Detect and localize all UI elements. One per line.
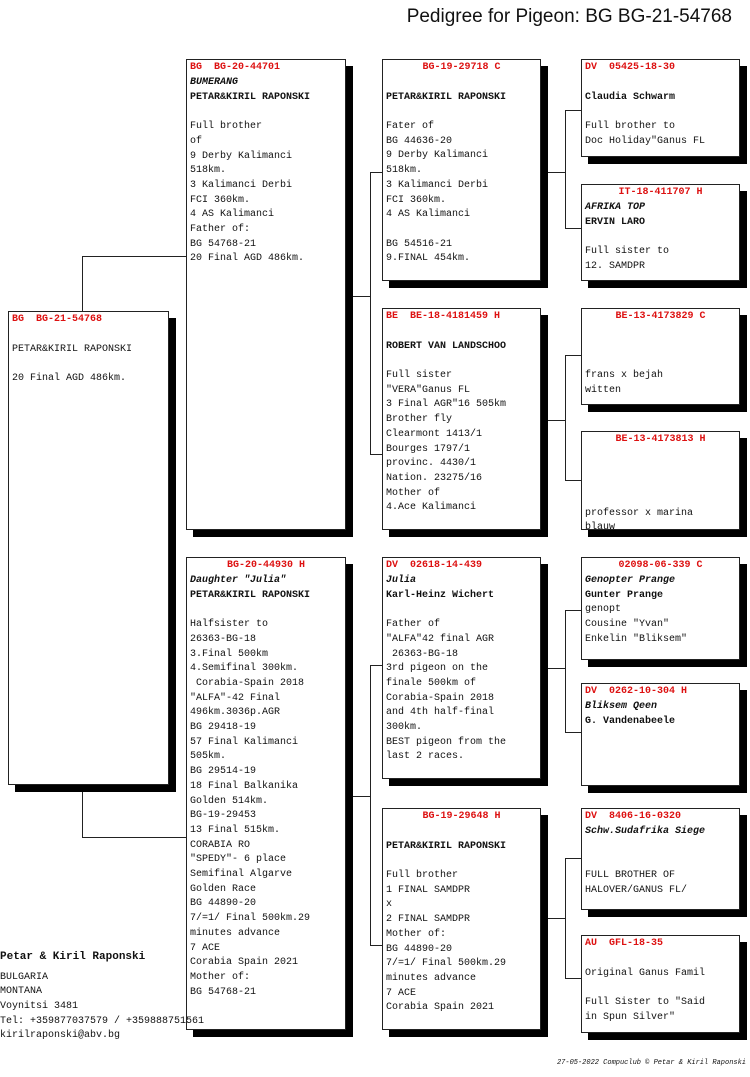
text-line: and 4th half-final [386, 707, 495, 719]
pigeon-card-ssd[interactable] [581, 184, 740, 281]
connector-line [370, 454, 382, 455]
connector-line [541, 172, 565, 173]
pigeon-card-main[interactable] [8, 311, 169, 785]
text-line: Full brother [386, 870, 459, 882]
connector-line [346, 796, 370, 797]
card-text [585, 230, 736, 274]
text-line: 57 Final Kalimanci [190, 736, 299, 748]
ring-number: BG-19-29648 H [422, 811, 501, 822]
connector-line [565, 858, 581, 859]
connector-line [565, 610, 566, 732]
connector-line [370, 172, 371, 454]
text-line [190, 603, 342, 618]
text-line: Full brother [190, 121, 263, 133]
text-line [585, 448, 736, 463]
card-text [386, 354, 537, 516]
pigeon-card-sss[interactable] [581, 59, 740, 157]
pigeon-card-sire[interactable] [186, 59, 346, 530]
card-text [190, 105, 342, 267]
text-line [12, 357, 165, 372]
card-text [585, 840, 736, 899]
text-line: Original Ganus Famil [585, 967, 706, 979]
text-line: 7 ACE [190, 942, 221, 954]
card-text [585, 105, 736, 149]
pigeon-card-ds[interactable] [382, 557, 541, 779]
pigeon-card-sdd[interactable] [581, 431, 740, 530]
text-line: minutes advance [386, 973, 477, 984]
connector-line [346, 296, 370, 297]
pigeon-card-ddd[interactable] [581, 935, 740, 1033]
text-line: BG 44890-20 [190, 898, 257, 910]
text-line: FCI 360km. [386, 194, 447, 206]
text-line: BG 29514-19 [190, 766, 257, 778]
owner-contact [0, 950, 204, 1044]
text-line: Corabia-Spain 2018 [386, 692, 495, 704]
ring-number: BE-13-4173829 C [615, 311, 706, 322]
text-line: Mother of [386, 487, 441, 499]
pigeon-name: BUMERANG [190, 77, 239, 88]
card-text [585, 448, 736, 530]
text-line: Full sister to [585, 246, 670, 258]
connector-line [565, 355, 566, 480]
text-line: 518km. [386, 165, 423, 177]
connector-line [370, 665, 371, 945]
connector-line [565, 732, 581, 733]
text-line: 9 Derby Kalimanci [190, 150, 293, 162]
text-line: 1 FINAL SAMDPR [386, 884, 471, 896]
connector-line [541, 420, 565, 421]
text-line [585, 840, 736, 855]
card-text [386, 603, 537, 765]
breeder-name: Gunter Prange [585, 589, 664, 601]
card-text [12, 328, 165, 387]
connector-line [82, 785, 83, 837]
text-line [386, 223, 537, 238]
text-line [386, 854, 537, 869]
text-line: 20 Final AGD 486km. [12, 373, 127, 385]
text-line: "SPEDY"- 6 place [190, 854, 287, 866]
text-line: Cousine "Yvan" [585, 619, 670, 631]
text-line [585, 854, 736, 869]
text-line: Tel: +359877037579 / +359888751561 [0, 1015, 205, 1027]
text-line: 4.Semifinal 300km. [190, 663, 299, 675]
connector-line [565, 355, 581, 356]
text-line [585, 325, 736, 340]
breeder-name: PETAR&KIRIL RAPONSKI [386, 91, 507, 103]
pigeon-card-ss[interactable] [382, 59, 541, 281]
card-text [386, 854, 537, 1016]
text-line: "ALFA"-42 Final [190, 692, 281, 704]
text-line: minutes advance [190, 927, 281, 939]
text-line: 518km. [190, 165, 227, 177]
connector-line [565, 480, 581, 481]
text-line [190, 105, 342, 120]
ring-number: IT-18-411707 H [618, 187, 703, 198]
breeder-name: PETAR&KIRIL RAPONSKI [386, 840, 507, 852]
text-line: Brother fly [386, 414, 453, 426]
text-line: Nation. 23275/16 [386, 473, 483, 484]
pigeon-name: Schw.Sudafrika Siege [585, 826, 706, 837]
connector-line [370, 945, 382, 946]
pigeon-card-dss[interactable] [581, 557, 740, 660]
text-line [585, 105, 736, 120]
text-line [585, 477, 736, 492]
text-line [386, 105, 537, 120]
owner-name: Petar & Kiril Raponski [0, 951, 146, 963]
text-line: Corabia Spain 2021 [386, 1002, 495, 1014]
pigeon-card-dd[interactable] [382, 808, 541, 1030]
text-line: Golden 514km. [190, 795, 269, 807]
text-line: Corabia-Spain 2018 [190, 677, 305, 689]
text-line: FCI 360km. [190, 194, 251, 206]
pigeon-card-sds[interactable] [581, 308, 740, 405]
text-line: "ALFA"42 final AGR [386, 633, 495, 645]
text-line: 4 AS Kalimanci [190, 209, 275, 221]
pigeon-name: Daughter "Julia" [190, 575, 287, 586]
text-line: Mother of: [190, 971, 251, 983]
text-line: finale 500km of [386, 677, 477, 689]
text-line [386, 603, 537, 618]
text-line [585, 354, 736, 369]
text-line: BG-19-29453 [190, 810, 257, 822]
pigeon-name: Bliksem Qeen [585, 701, 658, 712]
text-line: 3 Kalimanci Derbi [190, 179, 293, 191]
ring-number: DV 8406-16-0320 [585, 811, 682, 822]
pigeon-name: Julia [386, 575, 417, 586]
connector-line [82, 837, 187, 838]
text-line: FULL BROTHER OF [585, 870, 676, 882]
text-line: 3rd pigeon on the [386, 663, 489, 675]
text-line: PETAR&KIRIL RAPONSKI [12, 343, 133, 355]
ring-number: 02098-06-339 C [618, 560, 703, 571]
text-line: frans x bejah [585, 370, 664, 382]
text-line [585, 981, 736, 996]
pigeon-name: Genopter Prange [585, 575, 676, 586]
text-line: BG 44890-20 [386, 943, 453, 955]
connector-line [565, 110, 581, 111]
ring-number: BE BE-18-4181459 H [386, 311, 501, 322]
breeder-name: G. Vandenabeele [585, 715, 676, 727]
text-line [585, 463, 736, 478]
text-line: professor x marina [585, 507, 694, 519]
text-line: kirilraponski@abv.bg [0, 1030, 121, 1042]
text-line: HALOVER/GANUS FL/ [585, 884, 688, 896]
breeder-name: Karl-Heinz Wichert [386, 589, 495, 601]
text-line: 300km. [386, 722, 423, 734]
connector-line [565, 228, 581, 229]
text-line: Bourges 1797/1 [386, 443, 471, 455]
card-text [585, 325, 736, 398]
text-line: BG 54516-21 [386, 238, 453, 250]
text-line: provinc. 4430/1 [386, 458, 477, 470]
connector-line [565, 110, 566, 228]
connector-line [565, 858, 566, 978]
pigeon-card-sd[interactable] [382, 308, 541, 530]
ring-number: BG BG-20-44701 [190, 62, 281, 73]
ring-number: BG BG-21-54768 [12, 314, 103, 325]
text-line: Semifinal Algarve [190, 869, 293, 881]
card-text [585, 952, 736, 1025]
card-text [585, 603, 736, 647]
connector-line [82, 256, 187, 257]
connector-line [82, 256, 83, 311]
breeder-name: PETAR&KIRIL RAPONSKI [190, 91, 311, 103]
pigeon-card-dds[interactable] [581, 808, 740, 910]
breeder-name: PETAR&KIRIL RAPONSKI [190, 589, 311, 601]
card-text [190, 603, 342, 1000]
pigeon-card-dsd[interactable] [581, 683, 740, 786]
text-line: Fater of [386, 121, 435, 133]
text-line [585, 492, 736, 507]
breeder-name: ROBERT VAN LANDSCHOO [386, 340, 507, 352]
text-line: BULGARIA [0, 971, 49, 983]
card-text [386, 105, 537, 267]
text-line: Clearmont 1413/1 [386, 428, 483, 440]
text-line: Corabia Spain 2021 [190, 957, 299, 969]
text-line: "VERA"Ganus FL [386, 384, 471, 396]
text-line: x [386, 899, 393, 911]
owner-address [0, 971, 204, 1044]
text-line: 26363-BG-18 [386, 648, 459, 660]
text-line: MONTANA [0, 986, 43, 998]
text-line: Golden Race [190, 883, 257, 895]
text-line: Full Sister to "Said [585, 997, 706, 1009]
ring-number: AU GFL-18-35 [585, 938, 664, 949]
text-line: 7/=1/ Final 500km.29 [190, 913, 311, 925]
text-line: 4 AS Kalimanci [386, 209, 471, 221]
text-line: 13 Final 515km. [190, 824, 281, 836]
footer-copyright: 27-05-2022 Compuclub © Petar & Kiril Raponski [556, 1059, 746, 1067]
text-line: witten [585, 384, 622, 396]
connector-line [541, 668, 565, 669]
text-line [12, 328, 165, 343]
text-line: genopt [585, 604, 622, 616]
text-line: 3 Kalimanci Derbi [386, 179, 489, 191]
page-title: Pedigree for Pigeon: BG BG-21-54768 [406, 6, 732, 27]
text-line: Enkelin "Bliksem" [585, 633, 688, 645]
text-line: 7 ACE [386, 987, 417, 999]
ring-number: DV 05425-18-30 [585, 62, 676, 73]
text-line: in Spun Silver" [585, 1011, 676, 1023]
text-line [386, 354, 537, 369]
text-line: Father of: [190, 224, 251, 236]
text-line: Full sister [386, 370, 453, 382]
breeder-name: ERVIN LARO [585, 216, 646, 228]
text-line [585, 230, 736, 245]
text-line: 7/=1/ Final 500km.29 [386, 958, 507, 970]
connector-line [565, 610, 581, 611]
text-line [585, 340, 736, 355]
text-line: 505km. [190, 751, 227, 763]
text-line: 4.Ace Kalimanci [386, 502, 477, 514]
text-line: BG 44636-20 [386, 135, 453, 147]
text-line: 18 Final Balkanika [190, 780, 299, 792]
breeder-name: Claudia Schwarm [585, 91, 676, 103]
text-line: BG 29418-19 [190, 722, 257, 734]
text-line: 9 Derby Kalimanci [386, 150, 489, 162]
text-line: CORABIA RO [190, 839, 251, 851]
text-line: Halfsister to [190, 619, 269, 631]
text-line: Mother of: [386, 928, 447, 940]
connector-line [370, 172, 382, 173]
text-line: 496km.3036p.AGR [190, 707, 281, 719]
text-line: 20 Final AGD 486km. [190, 253, 305, 265]
text-line: Voynitsi 3481 [0, 1000, 79, 1012]
text-line: 3 Final AGR"16 505km [386, 399, 507, 411]
text-line: Father of [386, 619, 441, 631]
ring-number: BG-20-44930 H [226, 560, 305, 571]
text-line: Doc Holiday"Ganus FL [585, 135, 706, 147]
text-line: BEST pigeon from the [386, 736, 507, 748]
text-line [585, 952, 736, 967]
ring-number: DV 02618-14-439 [386, 560, 483, 571]
text-line: BG 54768-21 [190, 986, 257, 998]
text-line: 2 FINAL SAMDPR [386, 914, 471, 926]
connector-line [565, 978, 581, 979]
text-line: Full brother to [585, 121, 676, 133]
text-line: blauw [585, 522, 616, 530]
connector-line [541, 918, 565, 919]
pigeon-name: AFRIKA TOP [585, 202, 646, 213]
ring-number: BG-19-29718 C [422, 62, 501, 73]
text-line: 12. SAMDPR [585, 260, 646, 272]
text-line: 26363-BG-18 [190, 633, 257, 645]
text-line: 3.Final 500km [190, 648, 269, 660]
text-line: 9.FINAL 454km. [386, 253, 471, 265]
connector-line [370, 665, 382, 666]
ring-number: DV 0262-10-304 H [585, 686, 688, 697]
ring-number: BE-13-4173813 H [615, 434, 706, 445]
text-line: last 2 races. [386, 751, 465, 763]
text-line: BG 54768-21 [190, 238, 257, 250]
pigeon-card-dam[interactable] [186, 557, 346, 1030]
text-line: of [190, 135, 203, 147]
